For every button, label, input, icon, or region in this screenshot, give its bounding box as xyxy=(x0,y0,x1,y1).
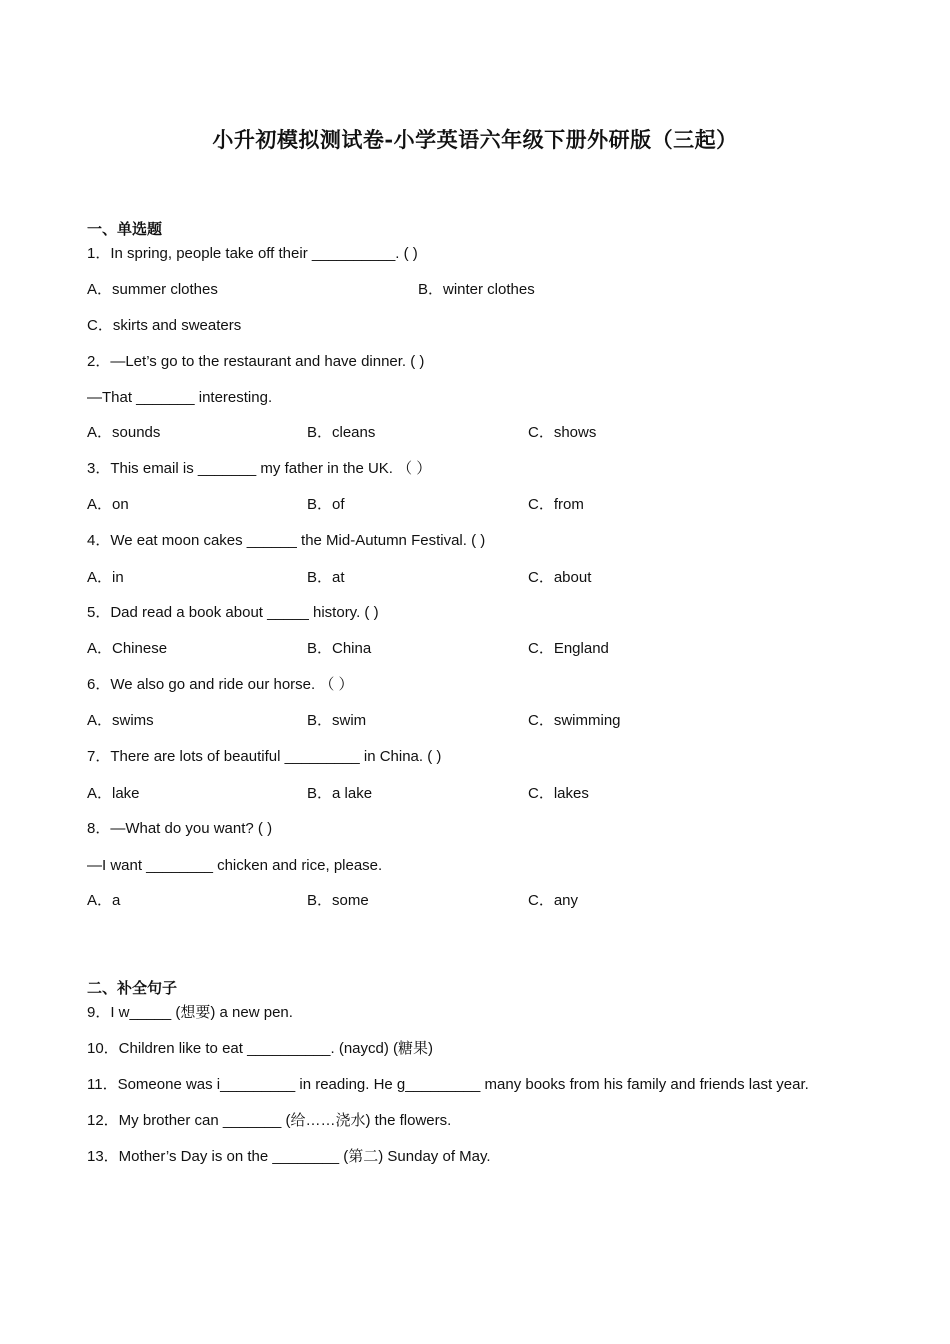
q7-option-a: A．lake xyxy=(87,785,140,802)
q3-option-c: C．from xyxy=(528,496,584,513)
question-1: 1．In spring, people take off their __________. ( ) xyxy=(87,245,418,262)
question-6: 6．We also go and ride our horse. （ ） xyxy=(87,676,354,693)
question-8: 8．—What do you want? ( ) xyxy=(87,820,273,837)
q6-option-b: B．swim xyxy=(307,712,367,729)
q4-option-a: A．in xyxy=(87,569,124,586)
q5-option-b: B．China xyxy=(307,640,372,657)
q7-option-c: C．lakes xyxy=(528,785,589,802)
page-title: 小升初模拟测试卷-小学英语六年级下册外研版（三起） xyxy=(212,127,738,152)
q4-option-b: B．at xyxy=(307,569,345,586)
question-7: 7．There are lots of beautiful _________ in China. ( ) xyxy=(87,748,442,765)
section-heading-complete-sentences: 二、补全句子 xyxy=(87,979,178,997)
question-8-line-2: —I want ________ chicken and rice, please. xyxy=(87,857,383,874)
q2-option-a: A．sounds xyxy=(87,424,161,441)
question-10: 10．Children like to eat __________. (naycd) (糖果) xyxy=(87,1040,434,1057)
q8-option-c: C．any xyxy=(528,892,579,909)
q8-option-b: B．some xyxy=(307,892,369,909)
question-12: 12．My brother can _______ (给……浇水) the flowers. xyxy=(87,1112,452,1129)
q2-option-c: C．shows xyxy=(528,424,597,441)
question-11: 11．Someone was i_________ in reading. He g_________ many books from his family and friends last year. xyxy=(87,1076,809,1093)
question-3: 3．This email is _______ my father in the UK. （ ） xyxy=(87,460,432,477)
q5-option-a: A．Chinese xyxy=(87,640,168,657)
question-9: 9．I w_____ (想要) a new pen. xyxy=(87,1004,293,1021)
q7-option-b: B．a lake xyxy=(307,785,373,802)
question-2: 2．—Let’s go to the restaurant and have dinner. ( ) xyxy=(87,353,425,370)
q6-option-a: A．swims xyxy=(87,712,154,729)
q3-option-a: A．on xyxy=(87,496,129,513)
question-4: 4．We eat moon cakes ______ the Mid-Autumn Festival. ( ) xyxy=(87,532,486,549)
q4-option-c: C．about xyxy=(528,569,592,586)
question-13: 13．Mother’s Day is on the ________ (第二) Sunday of May. xyxy=(87,1148,491,1165)
q2-option-b: B．cleans xyxy=(307,424,376,441)
q1-option-a: A．summer clothes xyxy=(87,281,218,298)
section-heading-single-choice: 一、单选题 xyxy=(87,220,163,238)
question-2-line-2: —That _______ interesting. xyxy=(87,389,273,406)
q1-option-b: B．winter clothes xyxy=(418,281,535,298)
question-5: 5．Dad read a book about _____ history. ( ) xyxy=(87,604,379,621)
q5-option-c: C．England xyxy=(528,640,609,657)
q1-option-c: C．skirts and sweaters xyxy=(87,317,242,334)
q6-option-c: C．swimming xyxy=(528,712,621,729)
q8-option-a: A．a xyxy=(87,892,121,909)
q3-option-b: B．of xyxy=(307,496,345,513)
